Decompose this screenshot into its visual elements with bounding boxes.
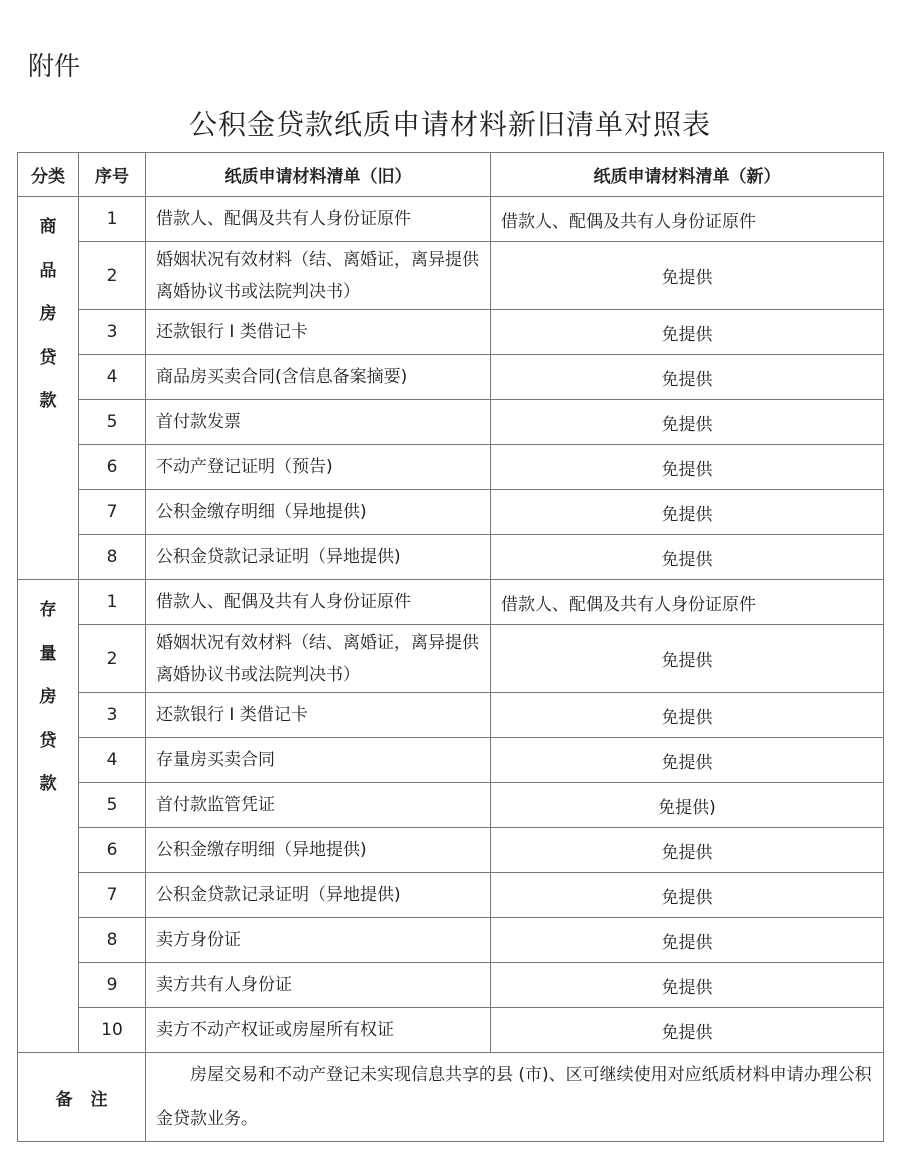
new-material-cell: 免提供 [491,400,884,445]
index-cell: 10 [79,1008,146,1053]
new-material-cell: 免提供 [491,445,884,490]
old-material-cell: 还款银行 I 类借记卡 [146,693,491,738]
new-material-cell: 借款人、配偶及共有人身份证原件 [491,580,884,625]
comparison-table [17,152,884,1142]
table-row [18,693,884,738]
new-material-cell: 借款人、配偶及共有人身份证原件 [491,197,884,242]
table-row [18,918,884,963]
page-title: 公积金贷款纸质申请材料新旧清单对照表 [188,108,711,141]
table-row [18,197,884,242]
new-material-cell: 免提供 [491,693,884,738]
category-label: 存量房贷款 [39,600,57,794]
table-row [18,400,884,445]
category-label: 商品房贷款 [39,217,57,411]
header-new-list: 纸质申请材料清单（新） [491,153,884,197]
table-row [18,738,884,783]
new-material-cell: 免提供 [491,873,884,918]
old-material-cell: 借款人、配偶及共有人身份证原件 [146,580,491,625]
table-row [18,873,884,918]
old-material-cell: 公积金贷款记录证明（异地提供) [146,873,491,918]
old-material-cell: 卖方不动产权证或房屋所有权证 [146,1008,491,1053]
old-material-cell: 借款人、配偶及共有人身份证原件 [146,197,491,242]
old-material-cell: 商品房买卖合同(含信息备案摘要) [146,355,491,400]
index-cell: 8 [79,535,146,580]
header-category: 分类 [18,153,79,197]
index-cell: 2 [79,625,146,693]
header-index: 序号 [79,153,146,197]
old-material-cell: 首付款发票 [146,400,491,445]
index-cell: 1 [79,197,146,242]
index-cell: 6 [79,828,146,873]
index-cell: 2 [79,242,146,310]
index-cell: 3 [79,310,146,355]
table-row [18,445,884,490]
new-material-cell: 免提供 [491,490,884,535]
remark-text: 房屋交易和不动产登记未实现信息共享的县 (市)、区可继续使用对应纸质材料申请办理公积金贷款业务。 [146,1053,884,1142]
old-material-cell: 首付款监管凭证 [146,783,491,828]
index-cell: 8 [79,918,146,963]
header-old-list: 纸质申请材料清单（旧） [146,153,491,197]
old-material-cell: 还款银行 I 类借记卡 [146,310,491,355]
index-cell: 1 [79,580,146,625]
table-row [18,535,884,580]
table-body [18,197,884,1053]
table-row [18,783,884,828]
new-material-cell: 免提供 [491,535,884,580]
old-material-cell: 存量房买卖合同 [146,738,491,783]
index-cell: 7 [79,873,146,918]
old-material-cell: 公积金贷款记录证明（异地提供) [146,535,491,580]
remark-label: 备注 [18,1053,146,1142]
old-material-cell: 公积金缴存明细（异地提供) [146,828,491,873]
old-material-cell: 公积金缴存明细（异地提供) [146,490,491,535]
index-cell: 3 [79,693,146,738]
new-material-cell: 免提供 [491,828,884,873]
new-material-cell: 免提供 [491,918,884,963]
table-row [18,580,884,625]
new-material-cell: 免提供 [491,625,884,693]
new-material-cell: 免提供 [491,1008,884,1053]
old-material-cell: 卖方身份证 [146,918,491,963]
table-row [18,355,884,400]
table-row [18,828,884,873]
old-material-cell: 婚姻状况有效材料（结、离婚证，离异提供离婚协议书或法院判决书） [146,242,491,310]
new-material-cell: 免提供 [491,310,884,355]
new-material-cell: 免提供 [491,242,884,310]
index-cell: 6 [79,445,146,490]
old-material-cell: 卖方共有人身份证 [146,963,491,1008]
new-material-cell: 免提供 [491,738,884,783]
index-cell: 9 [79,963,146,1008]
new-material-cell: 免提供) [491,783,884,828]
index-cell: 5 [79,400,146,445]
old-material-cell: 婚姻状况有效材料（结、离婚证，离异提供离婚协议书或法院判决书） [146,625,491,693]
table-row [18,1008,884,1053]
attachment-label: 附件 [28,52,81,82]
remark-row [18,1053,884,1142]
header-row [18,153,884,197]
table-row [18,963,884,1008]
table-row [18,490,884,535]
table-row [18,310,884,355]
index-cell: 4 [79,355,146,400]
old-material-cell: 不动产登记证明（预告) [146,445,491,490]
index-cell: 5 [79,783,146,828]
new-material-cell: 免提供 [491,355,884,400]
category-cell [18,580,79,1053]
category-cell [18,197,79,580]
index-cell: 4 [79,738,146,783]
table-row [18,242,884,310]
index-cell: 7 [79,490,146,535]
table-row [18,625,884,693]
new-material-cell: 免提供 [491,963,884,1008]
